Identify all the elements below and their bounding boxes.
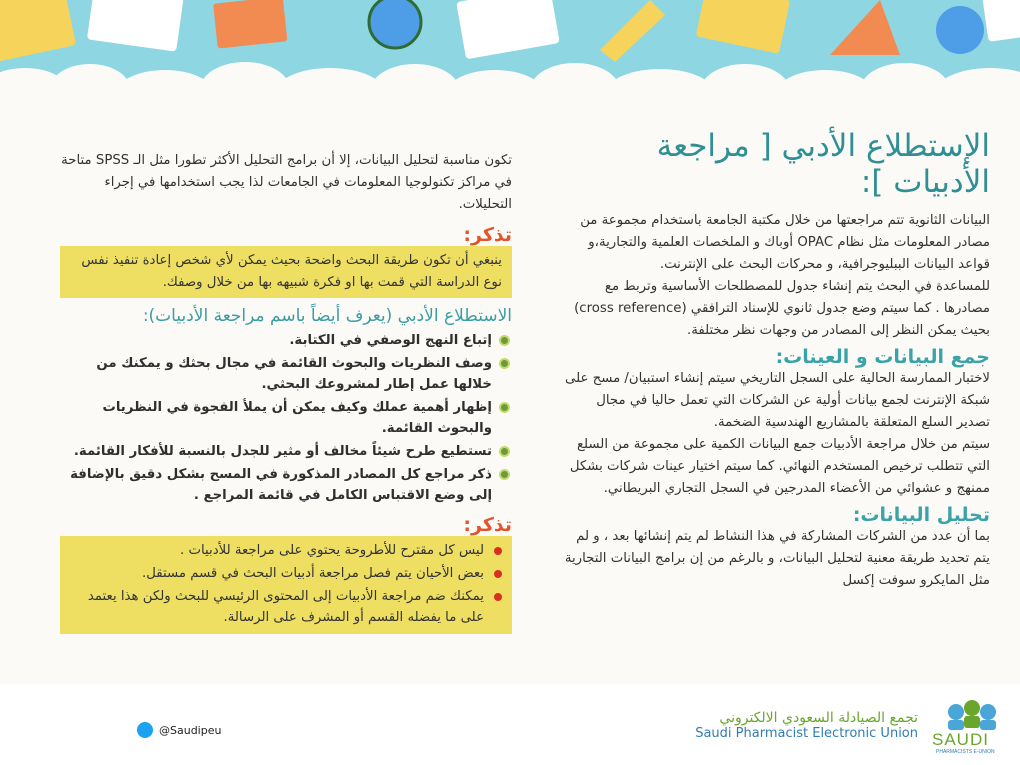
logo-subtext: PHARMACISTS E-UNION: [936, 749, 995, 755]
list-item: ذكر مراجع كل المصادر المذكورة في المسح بشكل دقيق بالإضافة إلى وضع الاقتباس الكامل في قائمة المراجع .: [60, 464, 512, 506]
paragraph: للمساعدة في البحث يتم إنشاء جدول للمصطلحات الأساسية وتربط مع مصادرها . كما سيتم وضع جدول ثانوي للإسناد الترافقي (cross reference) بحيث يمكن النظر إلى المصادر من وجهات نظر مختلفة.: [574, 279, 990, 338]
twitter-link[interactable]: [137, 722, 221, 738]
paragraph: لاختبار الممارسة الحالية على السجل التاريخي سيتم إنشاء استبيان/ مسح على شبكة الإنترنت لجمع بيانات أولية عن الشركات التي تعمل حاليا في مجال تصدير السلع المتعلقة بالمشاريع الهندسية الضخمة.: [564, 371, 990, 430]
book-icon: [0, 0, 76, 62]
header-banner: [0, 0, 1020, 92]
page-title: الإستطلاع الأدبي [ مراجعة الأدبيات ]:: [656, 128, 990, 200]
list-item: إتباع النهج الوصفي في الكتابة.: [60, 330, 512, 351]
brand-name-english: Saudi Pharmacist Electronic Union: [695, 725, 918, 741]
continuation-paragraph: تكون مناسبة لتحليل البيانات، إلا أن برامج التحليل الأكثر تطورا مثل الـ SPSS متاحة في مراكز تكنولوجيا المعلومات في الجامعات لذا يجب استخدامها في إجراء التحليلات.: [61, 153, 512, 212]
left-column: [60, 150, 512, 634]
book-icon: [456, 0, 560, 59]
brand-name-arabic: تجمع الصيادلة السعودي الالكتروني: [719, 709, 918, 726]
list-item: إظهار أهمية عملك وكيف يمكن أن يملأ الفجوة في النظريات والبحوث القائمة.: [60, 397, 512, 439]
brand: [695, 694, 1006, 756]
intro-paragraph: البيانات الثانوية تتم مراجعتها من خلال مكتبة الجامعة باستخدام مجموعة من مصادر المعلومات مثل نظام OPAC أوباك و الملخصات العلمية والتجارية،و قواعد البيانات الببليوجرافية، و محركات البحث على الإنترنت.: [580, 213, 990, 272]
ruler-icon: [213, 0, 287, 49]
globe-icon: [936, 6, 984, 54]
notebook-icon: [696, 0, 791, 54]
note-box: ينبغي أن تكون طريقة البحث واضحة بحيث يمكن لأي شخص إعادة تنفيذ نفس نوع الدراسة التي قمت بها او فكرة شبيهه بها من خلال وصفك.: [60, 246, 512, 298]
paragraph: بما أن عدد من الشركات المشاركة في هذا النشاط لم يتم إنشائها بعد ، و لم يتم تحديد طريقة معنية لتحليل البيانات، و بالرغم من إن برامج البيانات التجارية مثل المايكرو سوفت إكسل: [564, 529, 990, 588]
right-column: [562, 128, 990, 592]
bullet-icon: [499, 358, 510, 369]
remember-heading: تذكر:: [463, 514, 512, 536]
bullet-icon: [499, 335, 510, 346]
twitter-icon: [137, 722, 153, 738]
lit-review-heading: الاستطلاع الأدبي (يعرف أيضاً باسم مراجعة الأدبيات):: [142, 306, 512, 326]
section-heading-data-collection: جمع البيانات و العينات:: [775, 346, 990, 368]
bullet-icon: [494, 570, 502, 578]
list-item: ليس كل مقترح للأطروحة يحتوي على مراجعة للأدبيات .: [68, 540, 504, 561]
bullet-icon: [494, 547, 502, 555]
bullet-icon: [494, 593, 502, 601]
bullet-icon: [499, 402, 510, 413]
remember-heading: تذكر:: [463, 224, 512, 246]
list-item: يمكنك ضم مراجعة الأدبيات إلى المحتوى الرئيسي للبحث ولكن هذا يعتمد على ما يفضله القسم أو المشرف على الرسالة.: [68, 586, 504, 628]
cloud-border: [0, 60, 1020, 92]
twitter-handle: @Saudipeu: [159, 723, 222, 737]
paragraph: سيتم من خلال مراجعة الأدبيات جمع البيانات الكمية على مجموعة من السلع التي تتطلب ترخيص المستخدم النهائي. كما سيتم اختيار عينات شركات بشكل ممنهج و عشوائي من الأعضاء المدرجين في السجل التجاري البريطاني.: [569, 437, 990, 496]
note-list: [60, 536, 512, 634]
bullet-icon: [499, 446, 510, 457]
triangle-ruler-icon: [830, 0, 900, 55]
notebook-icon: [87, 0, 184, 52]
brand-text: [695, 710, 918, 741]
pencil-icon: [600, 0, 665, 62]
list-item: تستطيع طرح شيئاً مخالف أو مثير للجدل بالنسبة للأفكار القائمة.: [60, 441, 512, 462]
section-heading-data-analysis: تحليل البيانات:: [852, 504, 990, 526]
bullet-icon: [499, 469, 510, 480]
logo-wordmark: SAUDI: [932, 730, 989, 749]
list-item: وصف النظريات والبحوث القائمة في مجال بحثك و يمكنك من خلالها عمل إطار لمشروعك البحثي.: [60, 353, 512, 395]
list-item: بعض الأحيان يتم فصل مراجعة أدبيات البحث في قسم مستقل.: [68, 563, 504, 584]
logo: [928, 694, 1006, 756]
lit-review-list: [60, 330, 512, 506]
